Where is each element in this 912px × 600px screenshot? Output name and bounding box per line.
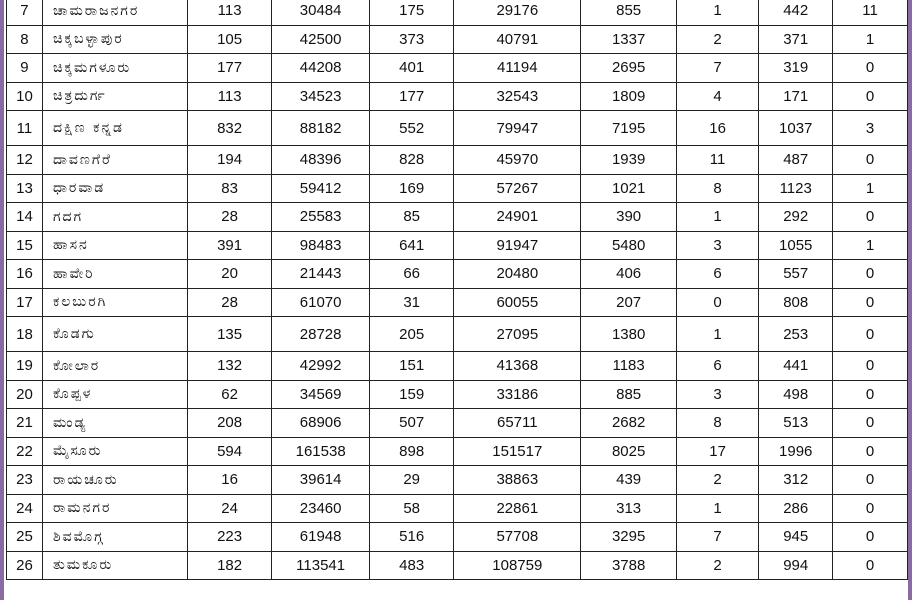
value-cell: 6: [676, 352, 759, 381]
value-cell: 371: [759, 25, 833, 54]
table-row: [7, 317, 908, 352]
table-row: [7, 203, 908, 232]
value-cell: 175: [370, 0, 454, 25]
value-cell: 312: [759, 466, 833, 495]
value-cell: 11: [833, 0, 908, 25]
value-cell: 641: [370, 231, 454, 260]
value-cell: 29176: [454, 0, 581, 25]
value-cell: 507: [370, 409, 454, 438]
table-row: [7, 146, 908, 175]
table-body: [7, 0, 908, 580]
value-cell: 0: [833, 317, 908, 352]
value-cell: 2: [676, 466, 759, 495]
value-cell: 17: [676, 437, 759, 466]
value-cell: 1183: [581, 352, 676, 381]
district-name-cell: ಹಾಸನ: [42, 231, 187, 260]
value-cell: 66: [370, 260, 454, 289]
value-cell: 0: [833, 54, 908, 83]
value-cell: 994: [759, 551, 833, 580]
value-cell: 552: [370, 111, 454, 146]
value-cell: 30484: [272, 0, 370, 25]
value-cell: 61070: [272, 288, 370, 317]
value-cell: 3: [676, 231, 759, 260]
table-row: [7, 352, 908, 381]
district-name-cell: ಧಾರವಾಡ: [42, 174, 187, 203]
value-cell: 0: [833, 203, 908, 232]
row-number-cell: 21: [7, 409, 43, 438]
value-cell: 27095: [454, 317, 581, 352]
value-cell: 31: [370, 288, 454, 317]
value-cell: 253: [759, 317, 833, 352]
district-name-cell: ಶಿವಮೊಗ್ಗ: [42, 523, 187, 552]
value-cell: 1: [676, 494, 759, 523]
value-cell: 0: [833, 146, 908, 175]
value-cell: 1: [676, 203, 759, 232]
table-row: [7, 54, 908, 83]
row-number-cell: 25: [7, 523, 43, 552]
value-cell: 16: [676, 111, 759, 146]
value-cell: 319: [759, 54, 833, 83]
row-number-cell: 13: [7, 174, 43, 203]
value-cell: 171: [759, 82, 833, 111]
value-cell: 439: [581, 466, 676, 495]
value-cell: 1337: [581, 25, 676, 54]
district-name-cell: ತುಮಕೂರು: [42, 551, 187, 580]
value-cell: 1037: [759, 111, 833, 146]
value-cell: 42992: [272, 352, 370, 381]
value-cell: 20: [188, 260, 272, 289]
value-cell: 91947: [454, 231, 581, 260]
table-row: [7, 174, 908, 203]
value-cell: 208: [188, 409, 272, 438]
value-cell: 516: [370, 523, 454, 552]
value-cell: 406: [581, 260, 676, 289]
value-cell: 60055: [454, 288, 581, 317]
value-cell: 182: [188, 551, 272, 580]
district-name-cell: ಕೊಡಗು: [42, 317, 187, 352]
value-cell: 441: [759, 352, 833, 381]
value-cell: 16: [188, 466, 272, 495]
value-cell: 498: [759, 380, 833, 409]
value-cell: 442: [759, 0, 833, 25]
value-cell: 2695: [581, 54, 676, 83]
table-row: [7, 380, 908, 409]
row-number-cell: 7: [7, 0, 43, 25]
district-name-cell: ಮೈಸೂರು: [42, 437, 187, 466]
value-cell: 98483: [272, 231, 370, 260]
value-cell: 29: [370, 466, 454, 495]
value-cell: 11: [676, 146, 759, 175]
value-cell: 1: [676, 0, 759, 25]
value-cell: 194: [188, 146, 272, 175]
value-cell: 855: [581, 0, 676, 25]
value-cell: 594: [188, 437, 272, 466]
value-cell: 41368: [454, 352, 581, 381]
value-cell: 0: [833, 523, 908, 552]
value-cell: 23460: [272, 494, 370, 523]
value-cell: 391: [188, 231, 272, 260]
district-name-cell: ಚಿಕ್ಕಬಳ್ಳಾಪುರ: [42, 25, 187, 54]
table-row: [7, 231, 908, 260]
value-cell: 79947: [454, 111, 581, 146]
row-number-cell: 9: [7, 54, 43, 83]
value-cell: 3: [833, 111, 908, 146]
value-cell: 25583: [272, 203, 370, 232]
value-cell: 1809: [581, 82, 676, 111]
value-cell: 0: [833, 494, 908, 523]
row-number-cell: 18: [7, 317, 43, 352]
value-cell: 61948: [272, 523, 370, 552]
row-number-cell: 26: [7, 551, 43, 580]
value-cell: 135: [188, 317, 272, 352]
value-cell: 0: [833, 288, 908, 317]
value-cell: 8025: [581, 437, 676, 466]
value-cell: 390: [581, 203, 676, 232]
value-cell: 7195: [581, 111, 676, 146]
value-cell: 41194: [454, 54, 581, 83]
value-cell: 0: [833, 409, 908, 438]
value-cell: 898: [370, 437, 454, 466]
value-cell: 151517: [454, 437, 581, 466]
value-cell: 513: [759, 409, 833, 438]
value-cell: 1996: [759, 437, 833, 466]
value-cell: 8: [676, 174, 759, 203]
value-cell: 42500: [272, 25, 370, 54]
value-cell: 286: [759, 494, 833, 523]
value-cell: 177: [188, 54, 272, 83]
value-cell: 85: [370, 203, 454, 232]
value-cell: 113: [188, 82, 272, 111]
value-cell: 1380: [581, 317, 676, 352]
value-cell: 401: [370, 54, 454, 83]
table-row: [7, 409, 908, 438]
table-row: [7, 25, 908, 54]
value-cell: 113: [188, 0, 272, 25]
value-cell: 373: [370, 25, 454, 54]
row-number-cell: 19: [7, 352, 43, 381]
value-cell: 113541: [272, 551, 370, 580]
value-cell: 945: [759, 523, 833, 552]
value-cell: 151: [370, 352, 454, 381]
value-cell: 483: [370, 551, 454, 580]
value-cell: 313: [581, 494, 676, 523]
value-cell: 83: [188, 174, 272, 203]
district-name-cell: ಮಂಡ್ಯ: [42, 409, 187, 438]
district-name-cell: ಹಾವೇರಿ: [42, 260, 187, 289]
value-cell: 223: [188, 523, 272, 552]
table-row: [7, 523, 908, 552]
value-cell: 24: [188, 494, 272, 523]
value-cell: 108759: [454, 551, 581, 580]
value-cell: 34569: [272, 380, 370, 409]
value-cell: 1055: [759, 231, 833, 260]
value-cell: 62: [188, 380, 272, 409]
value-cell: 1: [833, 174, 908, 203]
value-cell: 3295: [581, 523, 676, 552]
row-number-cell: 24: [7, 494, 43, 523]
value-cell: 28: [188, 288, 272, 317]
value-cell: 2682: [581, 409, 676, 438]
district-name-cell: ಕಲಬುರಗಿ: [42, 288, 187, 317]
value-cell: 0: [833, 437, 908, 466]
district-name-cell: ಕೊಪ್ಪಳ: [42, 380, 187, 409]
value-cell: 57708: [454, 523, 581, 552]
row-number-cell: 15: [7, 231, 43, 260]
district-name-cell: ಗದಗ: [42, 203, 187, 232]
value-cell: 207: [581, 288, 676, 317]
value-cell: 205: [370, 317, 454, 352]
value-cell: 21443: [272, 260, 370, 289]
value-cell: 132: [188, 352, 272, 381]
value-cell: 1939: [581, 146, 676, 175]
value-cell: 28728: [272, 317, 370, 352]
table-row: [7, 466, 908, 495]
district-name-cell: ಚಿತ್ರದುರ್ಗ: [42, 82, 187, 111]
value-cell: 5480: [581, 231, 676, 260]
row-number-cell: 10: [7, 82, 43, 111]
value-cell: 3: [676, 380, 759, 409]
district-name-cell: ದಾವಣಗೆರೆ: [42, 146, 187, 175]
value-cell: 0: [833, 551, 908, 580]
table-row: [7, 111, 908, 146]
value-cell: 2: [676, 25, 759, 54]
table-row: [7, 0, 908, 25]
table-row: [7, 288, 908, 317]
value-cell: 885: [581, 380, 676, 409]
row-number-cell: 8: [7, 25, 43, 54]
value-cell: 20480: [454, 260, 581, 289]
value-cell: 177: [370, 82, 454, 111]
value-cell: 292: [759, 203, 833, 232]
row-number-cell: 23: [7, 466, 43, 495]
row-number-cell: 11: [7, 111, 43, 146]
value-cell: 65711: [454, 409, 581, 438]
value-cell: 1123: [759, 174, 833, 203]
value-cell: 487: [759, 146, 833, 175]
value-cell: 34523: [272, 82, 370, 111]
value-cell: 832: [188, 111, 272, 146]
table-row: [7, 551, 908, 580]
value-cell: 6: [676, 260, 759, 289]
value-cell: 0: [833, 380, 908, 409]
row-number-cell: 20: [7, 380, 43, 409]
value-cell: 4: [676, 82, 759, 111]
row-number-cell: 22: [7, 437, 43, 466]
value-cell: 39614: [272, 466, 370, 495]
table-row: [7, 437, 908, 466]
value-cell: 169: [370, 174, 454, 203]
value-cell: 45970: [454, 146, 581, 175]
value-cell: 57267: [454, 174, 581, 203]
value-cell: 159: [370, 380, 454, 409]
value-cell: 0: [676, 288, 759, 317]
district-name-cell: ರಾಯಚೂರು: [42, 466, 187, 495]
value-cell: 59412: [272, 174, 370, 203]
district-name-cell: ಚಾಮರಾಜನಗರ: [42, 0, 187, 25]
value-cell: 0: [833, 466, 908, 495]
district-name-cell: ದಕ್ಷಿಣ ಕನ್ನಡ: [42, 111, 187, 146]
value-cell: 808: [759, 288, 833, 317]
value-cell: 557: [759, 260, 833, 289]
value-cell: 0: [833, 352, 908, 381]
value-cell: 1: [676, 317, 759, 352]
value-cell: 161538: [272, 437, 370, 466]
value-cell: 88182: [272, 111, 370, 146]
value-cell: 44208: [272, 54, 370, 83]
value-cell: 105: [188, 25, 272, 54]
value-cell: 0: [833, 260, 908, 289]
table-row: [7, 494, 908, 523]
row-number-cell: 16: [7, 260, 43, 289]
value-cell: 48396: [272, 146, 370, 175]
value-cell: 68906: [272, 409, 370, 438]
district-data-table: [6, 0, 908, 580]
value-cell: 22861: [454, 494, 581, 523]
value-cell: 1: [833, 25, 908, 54]
value-cell: 24901: [454, 203, 581, 232]
value-cell: 28: [188, 203, 272, 232]
value-cell: 0: [833, 82, 908, 111]
value-cell: 38863: [454, 466, 581, 495]
district-name-cell: ಚಿಕ್ಕಮಗಳೂರು: [42, 54, 187, 83]
row-number-cell: 14: [7, 203, 43, 232]
value-cell: 33186: [454, 380, 581, 409]
value-cell: 32543: [454, 82, 581, 111]
value-cell: 1: [833, 231, 908, 260]
row-number-cell: 12: [7, 146, 43, 175]
table-row: [7, 260, 908, 289]
value-cell: 58: [370, 494, 454, 523]
value-cell: 8: [676, 409, 759, 438]
value-cell: 7: [676, 54, 759, 83]
value-cell: 40791: [454, 25, 581, 54]
district-name-cell: ಕೋಲಾರ: [42, 352, 187, 381]
value-cell: 3788: [581, 551, 676, 580]
value-cell: 2: [676, 551, 759, 580]
district-name-cell: ರಾಮನಗರ: [42, 494, 187, 523]
table-row: [7, 82, 908, 111]
value-cell: 7: [676, 523, 759, 552]
value-cell: 1021: [581, 174, 676, 203]
row-number-cell: 17: [7, 288, 43, 317]
value-cell: 828: [370, 146, 454, 175]
